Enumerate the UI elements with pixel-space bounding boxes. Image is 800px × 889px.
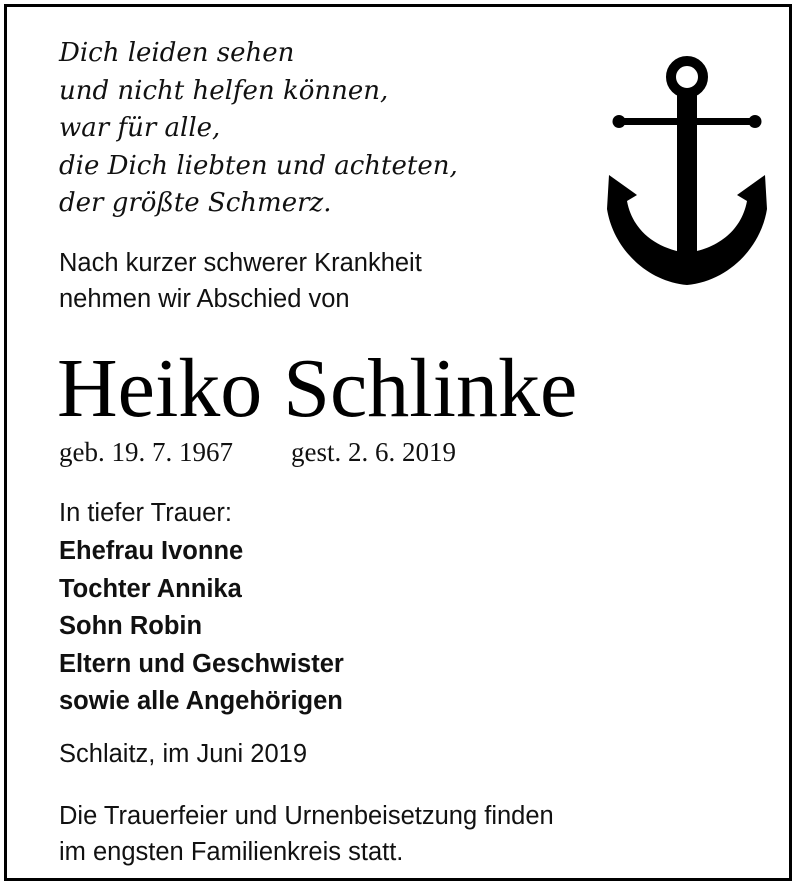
funeral-note — [59, 798, 554, 870]
funeral-note-line: Die Trauerfeier und Urnenbeisetzung finden — [59, 802, 554, 830]
deceased-name: Heiko Schlinke — [57, 342, 578, 435]
intro-text — [59, 245, 422, 317]
mourner-item: sowie alle Angehörigen — [59, 687, 343, 715]
birth-date: geb. 19. 7. 1967 — [59, 437, 233, 467]
anchor-icon — [607, 53, 767, 287]
mourner-item: Ehefrau Ivonne — [59, 537, 244, 565]
poem-line: die Dich liebten und achteten, — [59, 150, 458, 181]
obituary-card — [4, 4, 792, 881]
mourner-item: Sohn Robin — [59, 612, 203, 640]
mourners-label: In tiefer Trauer: — [59, 499, 232, 527]
poem — [59, 35, 458, 223]
death-date: gest. 2. 6. 2019 — [290, 437, 456, 467]
intro-line: Nach kurzer schwerer Krankheit — [59, 249, 422, 277]
funeral-note-line: im engsten Familienkreis statt. — [59, 838, 404, 866]
mourners-list — [59, 533, 344, 721]
place-date: Schlaitz, im Juni 2019 — [59, 740, 308, 768]
poem-line: der größte Schmerz. — [59, 188, 332, 218]
intro-line: nehmen wir Abschied von — [59, 285, 350, 313]
poem-line: und nicht helfen können, — [59, 75, 389, 106]
life-dates — [59, 435, 456, 469]
poem-line: Dich leiden sehen — [59, 38, 295, 68]
mourner-item: Eltern und Geschwister — [59, 649, 344, 678]
poem-line: war für alle, — [59, 113, 221, 143]
mourner-item: Tochter Annika — [59, 574, 242, 603]
